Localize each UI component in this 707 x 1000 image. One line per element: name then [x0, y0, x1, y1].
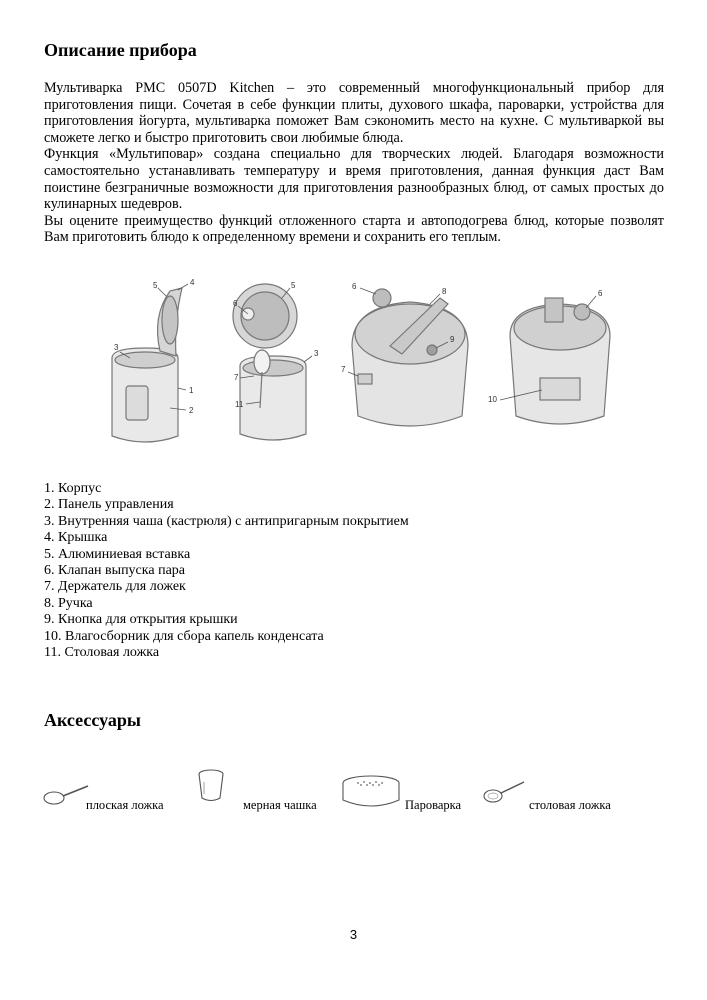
description-paragraph-3: Вы оцените преимущество функций отложенного старта и автоподогрева блюд, которые позволят Вам приготовить блюдо к определенному времени и сохранить его теплым.: [44, 212, 664, 246]
list-item: 4. Крышка: [44, 530, 108, 546]
parts-list: [44, 481, 409, 661]
callout-8: 8: [442, 287, 447, 296]
cooker-closed-rear-illustration: [510, 298, 610, 424]
callout-9: 9: [450, 335, 455, 344]
list-item: 10. Влагосборник для сбора капель конденсата: [44, 628, 324, 644]
callout-3: 3: [114, 343, 119, 352]
list-item: 3. Внутренняя чаша (кастрюля) с антипригарным покрытием: [44, 513, 409, 529]
callout-6b: 6: [352, 282, 357, 291]
callout-7: 7: [234, 373, 239, 382]
list-item: 1. Корпус: [44, 481, 102, 496]
flat-spoon-icon: [42, 782, 90, 808]
callout-1: 1: [189, 386, 194, 395]
callout-5: 5: [153, 281, 158, 290]
list-item: 8. Ручка: [44, 595, 93, 611]
accessories-heading: Аксессуары: [44, 710, 141, 730]
callout-2: 2: [189, 406, 194, 415]
cooker-open-spoon-illustration: [233, 284, 306, 440]
description-paragraph-2: Функция «Мультиповар» создана специально для творческих людей. Благодаря возможности самостоятельно устанавливать температуру и время приготовления, данная функция даст Вам поистине безграничные возможности для приготовления разнообразных блюд, от самых простых до кулинарных шедевров.: [44, 146, 664, 213]
accessory-label-measuring-cup: мерная чашка: [243, 798, 317, 812]
callout-3b: 3: [314, 349, 319, 358]
cooker-open-illustration: [112, 288, 182, 442]
section-heading: Описание прибора: [44, 40, 197, 60]
callout-6: 6: [233, 299, 238, 308]
list-item: 6. Клапан выпуска пара: [44, 563, 185, 579]
page-number: 3: [349, 927, 358, 942]
callout-4: 4: [190, 278, 195, 287]
callout-10: 10: [488, 395, 497, 404]
accessory-label-steamer: Пароварка: [405, 798, 462, 812]
callout-6c: 6: [598, 289, 603, 298]
callout-7b: 7: [341, 365, 346, 374]
list-item: 5. Алюминиевая вставка: [44, 546, 191, 562]
list-item: 7. Держатель для ложек: [44, 579, 186, 595]
list-item: 11. Столовая ложка: [44, 645, 160, 661]
multicooker-diagram: [90, 276, 620, 456]
description-text: [44, 80, 664, 246]
accessory-label-soup-spoon: столовая ложка: [529, 798, 611, 812]
cooker-closed-top-illustration: [352, 289, 468, 426]
callout-5b: 5: [291, 281, 296, 290]
list-item: 2. Панель управления: [44, 497, 174, 513]
list-item: 9. Кнопка для открытия крышки: [44, 612, 238, 628]
soup-spoon-icon: [482, 778, 526, 806]
description-paragraph-1: Мультиварка PMC 0507D Kitchen – это современный многофункциональный прибор для приготовления пищи. Сочетая в себе функции плиты, духового шкафа, пароварки, устройства для приготовления йогурта, мультиварка поможет Вам сэкономить место на кухне. С мультиваркой вы сможете легко и быстро приготовить свои любимые блюда.: [44, 80, 664, 146]
steamer-basket-icon: [340, 774, 402, 812]
callout-11: 11: [235, 400, 244, 409]
measuring-cup-icon: [196, 768, 226, 804]
accessory-label-flat-spoon: плоская ложка: [86, 798, 164, 812]
accessories-row: [40, 768, 660, 818]
